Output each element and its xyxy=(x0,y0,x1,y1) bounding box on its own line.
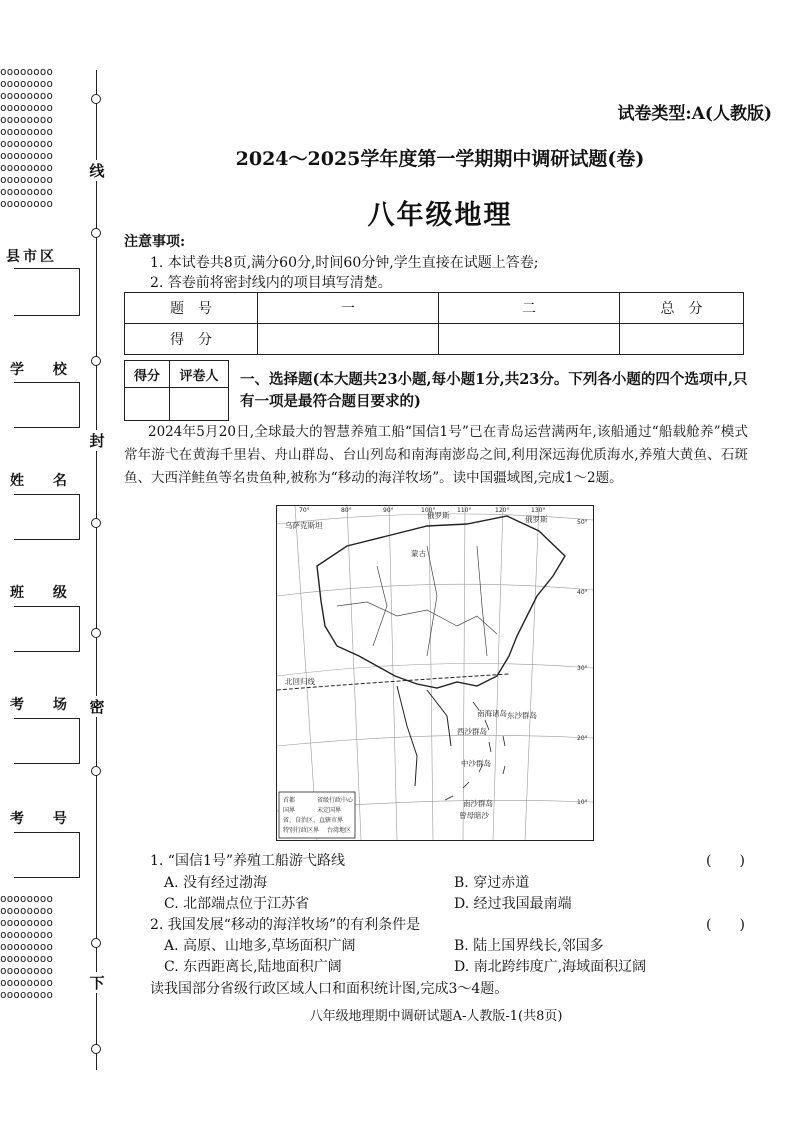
field-box-number[interactable] xyxy=(14,832,80,878)
binding-dot-pattern-top: oooooooo oooooooo oooooooo oooooooo oooooooo oooooooo oooooooo oooooooo oooooooo oooooooo oooooooo oooooooo xyxy=(0,66,53,210)
china-outline xyxy=(317,516,565,688)
page-footer: 八年级地理期中调研试题A-人教版-1(共8页) xyxy=(309,1009,563,1024)
notice-item-1: 1. 本试卷共8页,满分60分,时间60分钟,学生直接在试题上答卷; xyxy=(150,255,539,271)
map-label: 俄罗斯 xyxy=(427,511,450,520)
map-label: 东沙群岛 xyxy=(507,711,537,720)
score-cell: 一 xyxy=(258,293,439,324)
map-ticks xyxy=(299,507,588,806)
map-label: 南沙群岛 xyxy=(463,799,493,808)
grader-score-input[interactable] xyxy=(125,388,170,421)
svg-text:50°: 50° xyxy=(577,519,588,526)
score-input[interactable] xyxy=(258,324,439,355)
seal-line xyxy=(96,70,97,1070)
map-label: 西沙群岛 xyxy=(457,727,487,736)
map-label: 蒙古 xyxy=(411,549,426,558)
map-label: 俄罗斯 xyxy=(525,515,548,524)
question-1-option-c[interactable]: C. 北部端点位于江苏省 xyxy=(164,896,310,912)
legend-item: 未定国界 xyxy=(317,807,342,814)
seal-char-mi: 密 xyxy=(89,698,105,716)
question-2-option-b[interactable]: B. 陆上国界线长,邻国多 xyxy=(454,938,604,954)
score-cell: 二 xyxy=(439,293,620,324)
paper-type: 试卷类型:A(人教版) xyxy=(617,104,772,124)
seal-char-xia: 下 xyxy=(89,974,105,992)
grader-score-label: 得分 xyxy=(125,361,170,388)
seal-hole xyxy=(91,938,101,948)
notice-item-2: 2. 答卷前将密封线内的项目填写清楚。 xyxy=(150,275,392,291)
field-box-school[interactable] xyxy=(14,382,80,428)
question-2-option-d[interactable]: D. 南北跨纬度广,海域面积辽阔 xyxy=(454,959,647,975)
legend-item: 台湾地区 xyxy=(327,827,352,834)
field-box-county[interactable] xyxy=(14,268,80,316)
legend-item: 省级行政中心 xyxy=(317,797,354,804)
legend-item: 首都 xyxy=(283,797,296,804)
legend-item: 省、自治区、直辖市界 xyxy=(283,817,344,824)
seal-hole xyxy=(91,766,101,776)
question-1-option-a[interactable]: A. 没有经过渤海 xyxy=(164,875,268,891)
seal-hole xyxy=(91,518,101,528)
svg-text:20°: 20° xyxy=(577,735,588,742)
svg-text:10°: 10° xyxy=(577,799,588,806)
field-box-class[interactable] xyxy=(14,606,80,652)
exam-subtitle: 八年级地理 xyxy=(367,200,513,231)
field-label-room: 考 场 xyxy=(10,697,79,713)
svg-text:110°: 110° xyxy=(457,507,472,514)
score-table xyxy=(124,292,744,355)
next-instruction: 读我国部分省级行政区域人口和面积统计图,完成3～4题。 xyxy=(150,981,509,997)
field-box-room[interactable] xyxy=(14,718,80,764)
map-label: 中沙群岛 xyxy=(461,759,491,768)
legend-item: 国界 xyxy=(283,807,296,814)
section-heading: 一、选择题(本大题共23小题,每小题1分,共23分。下列各小题的四个选项中,只有一项是最符合题目要求的) xyxy=(240,371,748,410)
field-label-name: 姓 名 xyxy=(10,473,79,489)
svg-text:120°: 120° xyxy=(495,507,510,514)
seal-hole xyxy=(91,628,101,638)
question-1-option-d[interactable]: D. 经过我国最南端 xyxy=(454,896,572,912)
grader-label: 评卷人 xyxy=(170,361,229,388)
svg-text:40°: 40° xyxy=(577,589,588,596)
map-label: 南海诸岛 xyxy=(477,709,507,718)
score-cell: 得 分 xyxy=(125,324,258,355)
seal-hole xyxy=(91,1044,101,1054)
question-1-option-b[interactable]: B. 穿过赤道 xyxy=(454,875,530,891)
exam-title: 2024～2025学年度第一学期期中调研试题(卷) xyxy=(235,148,645,170)
legend-item: 特别行政区界 xyxy=(283,827,320,834)
question-2-stem: 2. 我国发展“移动的海洋牧场”的有利条件是 xyxy=(150,917,421,933)
passage: 2024年5月20日,全球最大的智慧养殖工船“国信1号”已在青岛运营满两年,该船通过“船载舱养”模式常年游弋在黄海千里岩、舟山群岛、台山列岛和南海南澎岛之间,利用深远海优质海水,养殖大黄鱼、石斑鱼、大西洋鲑鱼等名贵鱼种,被称为“移动的海洋牧场”。读中国疆域图,完成1～2题。 xyxy=(124,424,748,486)
score-cell: 总 分 xyxy=(620,293,744,324)
score-input[interactable] xyxy=(620,324,744,355)
svg-text:130°: 130° xyxy=(531,507,546,514)
field-label-class: 班 级 xyxy=(10,585,79,601)
question-2-answer[interactable]: ( ) xyxy=(706,917,745,933)
grader-name-input[interactable] xyxy=(170,388,229,421)
seal-char-feng: 封 xyxy=(89,432,105,450)
question-1-stem: 1. “国信1号”养殖工船游弋路线 xyxy=(150,853,346,869)
score-input[interactable] xyxy=(439,324,620,355)
map-svg xyxy=(277,506,593,840)
question-1-answer[interactable]: ( ) xyxy=(706,853,745,869)
map-graticule xyxy=(277,506,593,840)
question-2-option-a[interactable]: A. 高原、山地多,草场面积广阔 xyxy=(164,938,356,954)
svg-text:30°: 30° xyxy=(577,665,588,672)
svg-text:100°: 100° xyxy=(421,507,436,514)
field-label-number: 考 号 xyxy=(10,811,79,827)
seal-hole xyxy=(91,356,101,366)
seal-char-xian: 线 xyxy=(89,162,105,180)
map-label: 乌萨克斯坦 xyxy=(285,521,323,530)
china-territory-map xyxy=(276,505,594,841)
field-box-name[interactable] xyxy=(14,494,80,540)
svg-text:70°: 70° xyxy=(299,507,310,514)
field-label-county: 县市区 xyxy=(6,249,57,265)
svg-text:90°: 90° xyxy=(383,507,394,514)
seal-hole xyxy=(91,228,101,238)
map-label: 北回归线 xyxy=(285,677,315,686)
seal-hole xyxy=(91,94,101,104)
svg-text:80°: 80° xyxy=(341,507,352,514)
grader-table xyxy=(124,360,229,421)
map-label: 曾母暗沙 xyxy=(459,811,489,820)
binding-dot-pattern-bottom: oooooooo oooooooo oooooooo oooooooo oooooooo oooooooo oooooooo oooooooo oooooooo xyxy=(0,893,53,1001)
field-label-school: 学 校 xyxy=(10,362,79,378)
notice-heading: 注意事项: xyxy=(124,234,186,250)
score-cell: 题 号 xyxy=(125,293,258,324)
question-2-option-c[interactable]: C. 东西距离长,陆地面积广阔 xyxy=(164,959,342,975)
